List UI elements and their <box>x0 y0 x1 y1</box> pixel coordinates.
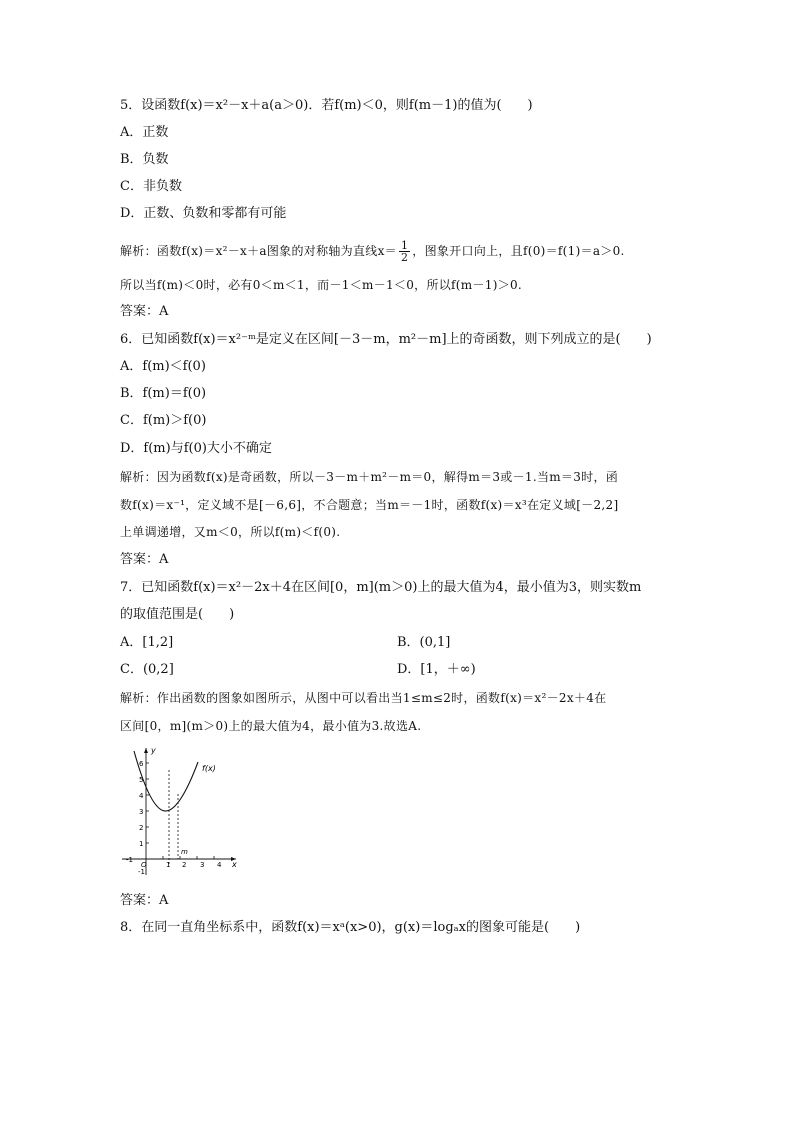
x-tick-1: 1 <box>166 861 171 869</box>
q6-answer: 答案：A <box>120 552 169 567</box>
y-tick-6: 6 <box>139 760 144 768</box>
y-axis-arrow <box>144 748 148 753</box>
q5-option-c: C．非负数 <box>120 179 182 194</box>
fraction-numerator: 1 <box>400 239 409 252</box>
neg-x-label: -1 <box>126 856 133 864</box>
q6-solution-line3: 上单调递增，又m＜0，所以f(m)＜f(0). <box>120 525 341 539</box>
x-tick-3: 3 <box>200 861 205 869</box>
q6-option-a: A．f(m)＜f(0) <box>120 359 206 374</box>
q6-stem: 6．已知函数f(x)＝x²⁻ᵐ是定义在区间[－3－m，m²－m]上的奇函数，则下列成立的是( ) <box>120 332 652 347</box>
y-tick-5: 5 <box>139 776 144 784</box>
q7-solution-line2: 区间[0，m](m＞0)上的最大值为4，最小值为3.故选A. <box>120 719 422 733</box>
q5-option-d: D．正数、负数和零都有可能 <box>120 206 287 221</box>
neg-y-label: -1 <box>138 868 145 876</box>
x-tick-labels <box>166 861 222 869</box>
q6-solution-line1: 解析：因为函数f(x)是奇函数，所以－3－m＋m²－m＝0，解得m＝3或－1.当m＝3时，函 <box>120 470 619 484</box>
q7-stem-line2: 的取值范围是( ) <box>120 607 235 622</box>
q5-solution-line1 <box>120 240 625 263</box>
y-tick-3: 3 <box>139 808 144 816</box>
q5-stem: 5．设函数f(x)＝x²－x＋a(a＞0)．若f(m)＜0，则f(m－1)的值为( ) <box>120 98 533 113</box>
q5-answer: 答案：A <box>120 304 169 319</box>
function-graph <box>118 742 243 877</box>
q7-option-b: B．(0,1] <box>397 635 451 650</box>
x-tick-4: 4 <box>217 861 222 869</box>
x-axis-label: x <box>232 860 237 869</box>
y-tick-labels <box>139 760 144 848</box>
y-axis-label: y <box>151 746 156 755</box>
parabola-curve <box>134 751 198 811</box>
q6-option-c: C．f(m)＞f(0) <box>120 413 207 428</box>
y-tick-4: 4 <box>139 792 144 800</box>
q7-stem-line1: 7．已知函数f(x)＝x²－2x＋4在区间[0，m](m＞0)上的最大值为4，最小值为3，则实数m <box>120 580 642 595</box>
q5-option-a: A．正数 <box>120 125 169 140</box>
axis-ticks <box>146 763 214 859</box>
q7-answer: 答案：A <box>120 893 169 908</box>
q5-solution-text-b: ，图象开口向上，且f(0)＝f(1)＝a＞0. <box>412 244 625 258</box>
q7-solution-line1: 解析：作出函数的图象如图所示，从图中可以看出当1≤m≤2时，函数f(x)＝x²－2x＋4在 <box>120 691 607 705</box>
fraction-denominator: 2 <box>400 251 409 264</box>
curve-label: f(x) <box>202 764 216 773</box>
q6-solution-line2: 数f(x)＝x⁻¹，定义域不是[－6,6]，不合题意；当m＝－1时，函数f(x)＝x³在定义域[－2,2] <box>120 498 619 512</box>
q8-stem: 8．在同一直角坐标系中，函数f(x)＝xᵃ(x>0)，g(x)＝logₐx的图象可能是( ) <box>120 920 581 935</box>
q6-option-b: B．f(m)＝f(0) <box>120 386 207 401</box>
q7-option-c: C．(0,2] <box>120 662 174 677</box>
q5-solution-text-a: 解析：函数f(x)＝x²－x＋a图象的对称轴为直线x＝ <box>120 244 397 258</box>
m-label: m <box>181 848 188 856</box>
fraction-one-half <box>399 240 410 263</box>
x-tick-2: 2 <box>182 861 187 869</box>
q7-option-a: A．[1,2] <box>120 635 174 650</box>
q6-option-d: D．f(m)与f(0)大小不确定 <box>120 441 272 456</box>
y-tick-2: 2 <box>139 824 144 832</box>
q5-option-b: B．负数 <box>120 152 169 167</box>
q5-solution-line2: 所以当f(m)＜0时，必有0＜m＜1，而－1＜m－1＜0，所以f(m－1)＞0. <box>120 278 523 292</box>
y-tick-1: 1 <box>139 840 144 848</box>
origin-label: O <box>141 861 147 869</box>
q7-option-d: D．[1，＋∞) <box>397 662 476 677</box>
